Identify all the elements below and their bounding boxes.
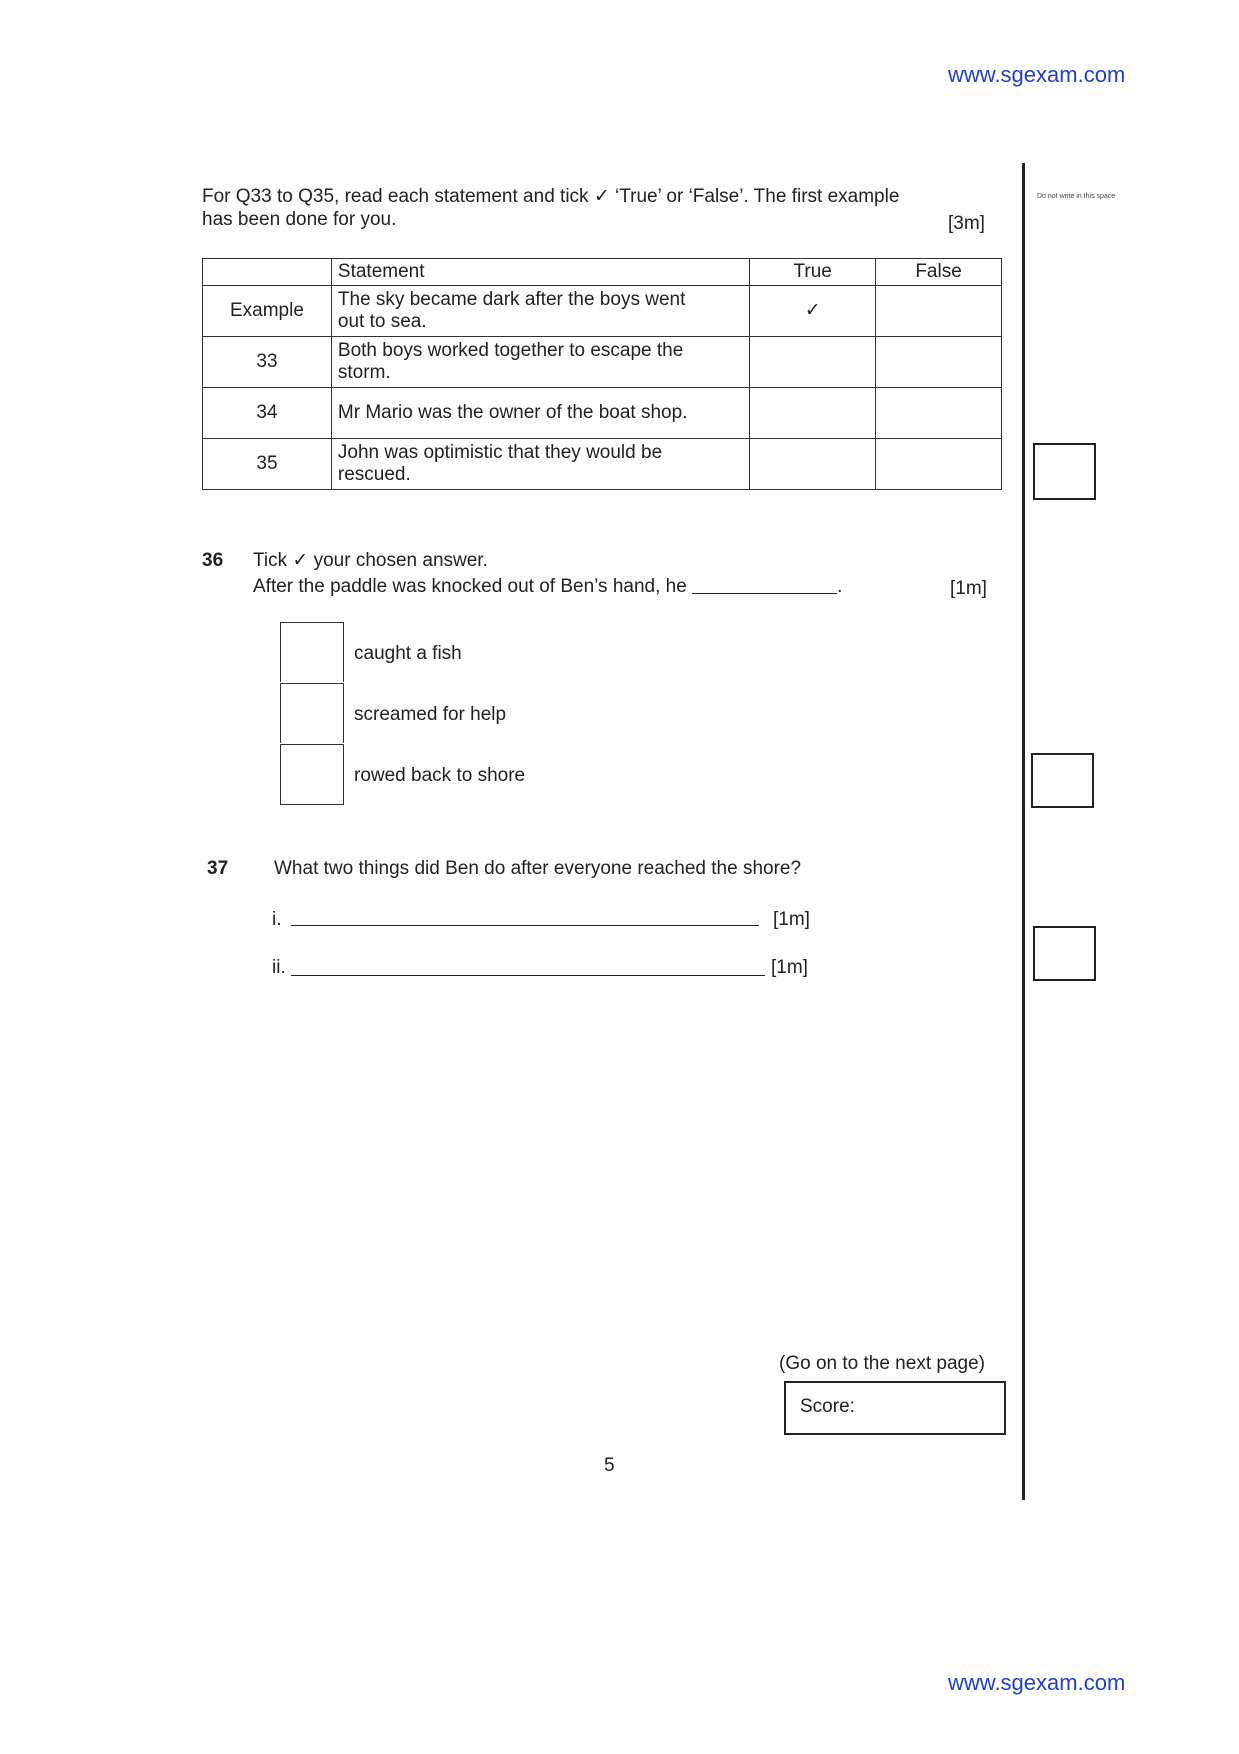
header-statement: Statement (331, 259, 749, 286)
true-cell[interactable] (750, 337, 876, 388)
q37-answer-line-1[interactable] (291, 925, 759, 926)
page-number: 5 (604, 1455, 615, 1476)
q36-number: 36 (202, 550, 224, 571)
margin-rule (1022, 163, 1025, 1500)
q36-instruction: Tick ✓ your chosen answer. (253, 550, 488, 571)
score-box[interactable] (784, 1381, 1006, 1435)
false-cell[interactable] (876, 439, 1002, 490)
true-cell[interactable] (750, 439, 876, 490)
header-true: True (750, 259, 876, 286)
instruction-line-2: has been done for you. (202, 209, 397, 230)
row-statement (331, 337, 749, 388)
option-checkbox-caught-fish[interactable] (280, 622, 344, 682)
header-website-link[interactable]: www.sgexam.com (948, 62, 1126, 87)
table-header-row (203, 259, 1002, 286)
q36-answer-blank[interactable] (692, 593, 837, 594)
marks-box-q37[interactable] (1033, 926, 1096, 981)
q37-part-marks: [1m] (773, 909, 810, 930)
option-label: caught a fish (354, 643, 462, 664)
row-statement (331, 286, 749, 337)
statement-line: Mr Mario was the owner of the boat shop. (337, 402, 688, 423)
option-checkbox-rowed-back[interactable] (280, 744, 344, 805)
instruction-line-1: For Q33 to Q35, read each statement and tick ✓ ‘True’ or ‘False’. The first example (202, 186, 900, 207)
row-label: 34 (203, 388, 332, 439)
q37-question: What two things did Ben do after everyone reached the shore? (274, 858, 802, 879)
score-label: Score: (800, 1396, 855, 1417)
false-cell[interactable] (876, 337, 1002, 388)
statement-line: out to sea. (337, 311, 427, 332)
q36-marks: [1m] (950, 578, 987, 599)
header-false: False (876, 259, 1002, 286)
false-cell[interactable] (876, 388, 1002, 439)
go-on-note: (Go on to the next page) (779, 1353, 985, 1374)
true-cell[interactable]: ✓ (750, 286, 876, 337)
statement-line: storm. (337, 362, 391, 383)
table-row (203, 388, 1002, 439)
table-row (203, 286, 1002, 337)
statement-line: John was optimistic that they would be (337, 442, 663, 463)
marks-box-q36[interactable] (1031, 753, 1094, 808)
statement-line: The sky became dark after the boys went (337, 289, 686, 310)
table-row (203, 337, 1002, 388)
statement-line: rescued. (337, 464, 411, 485)
row-label: 35 (203, 439, 332, 490)
q37-part-label: i. (272, 909, 282, 930)
section-instruction (202, 185, 992, 231)
q37-part-label: ii. (272, 957, 286, 978)
table-row (203, 439, 1002, 490)
marks-box-q33-35[interactable] (1033, 443, 1096, 500)
true-false-table (202, 258, 1002, 490)
q37-answer-line-2[interactable] (291, 975, 765, 976)
statement-line: Both boys worked together to escape the (337, 340, 684, 361)
option-checkbox-screamed-help[interactable] (280, 683, 344, 743)
row-statement (331, 388, 749, 439)
margin-note: Do not write in this space (1037, 193, 1116, 200)
row-label: 33 (203, 337, 332, 388)
false-cell[interactable] (876, 286, 1002, 337)
true-cell[interactable] (750, 388, 876, 439)
section-marks: [3m] (948, 213, 985, 234)
option-label: rowed back to shore (354, 765, 526, 786)
q36-prompt (253, 575, 913, 598)
row-label: Example (203, 286, 332, 337)
q36-prompt-text: After the paddle was knocked out of Ben’s hand, he (253, 576, 687, 597)
footer-website-link[interactable]: www.sgexam.com (948, 1670, 1126, 1695)
option-label: screamed for help (354, 704, 507, 725)
q37-part-marks: [1m] (771, 957, 808, 978)
q37-number: 37 (207, 858, 229, 879)
row-statement (331, 439, 749, 490)
q36-prompt-end: . (837, 576, 843, 597)
header-blank (203, 259, 332, 286)
